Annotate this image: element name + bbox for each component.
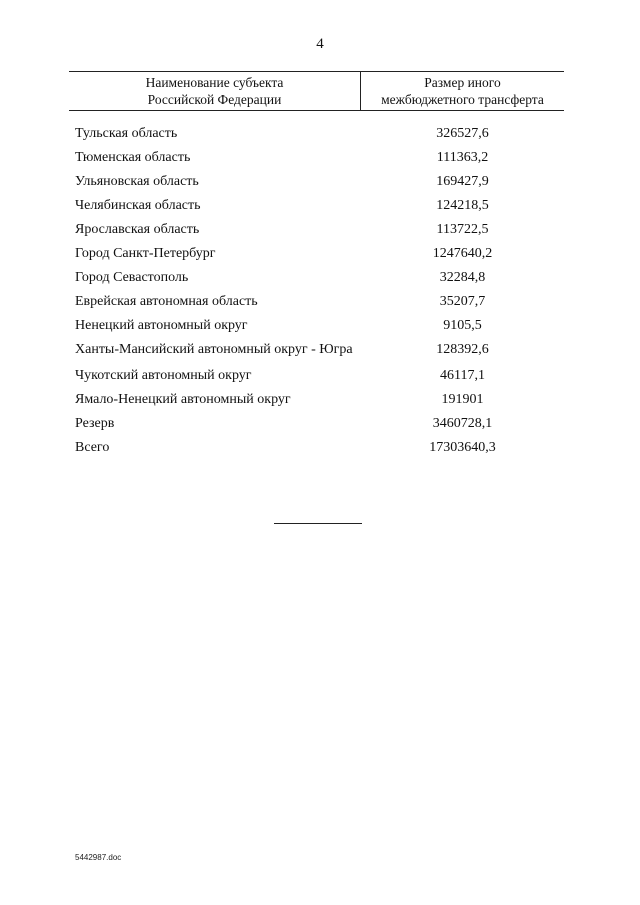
transfer-table xyxy=(69,71,564,463)
end-of-document-line xyxy=(274,523,362,524)
row-transfer-value: 326527,6 xyxy=(436,126,489,141)
row-transfer-value: 113722,5 xyxy=(436,222,489,237)
table-header xyxy=(69,71,564,111)
row-subject-name: Ханты-Мансийский автономный округ - Югра xyxy=(75,342,353,357)
row-transfer-value: 46117,1 xyxy=(440,368,485,383)
row-subject-name: Всего xyxy=(75,440,110,455)
row-subject-name: Еврейская автономная область xyxy=(75,294,258,309)
header-transfer-size-line1: Размер иного xyxy=(424,75,501,90)
row-transfer-value: 128392,6 xyxy=(436,342,489,357)
table-row xyxy=(69,415,564,433)
row-subject-name: Ярославская область xyxy=(75,222,200,237)
row-transfer-value: 17303640,3 xyxy=(429,440,496,455)
row-subject-name: Челябинская область xyxy=(75,198,201,213)
footer-document-code: 5442987.doc xyxy=(75,853,122,862)
table-row xyxy=(69,149,564,167)
table-row xyxy=(69,293,564,311)
row-subject-name: Резерв xyxy=(75,416,115,431)
header-transfer-size xyxy=(361,72,564,110)
table-row xyxy=(69,125,564,143)
table-row xyxy=(69,245,564,263)
table-row xyxy=(69,317,564,335)
header-subject-name xyxy=(69,72,361,110)
row-subject-name: Город Санкт-Петербург xyxy=(75,246,216,261)
row-subject-name: Тюменская область xyxy=(75,150,191,165)
page-number: 4 xyxy=(316,36,324,52)
table-row xyxy=(69,269,564,287)
table-row xyxy=(69,367,564,385)
header-subject-name-line1: Наименование субъекта xyxy=(145,75,284,90)
row-subject-name: Ненецкий автономный округ xyxy=(75,318,248,333)
row-transfer-value: 111363,2 xyxy=(436,150,489,165)
row-transfer-value: 32284,8 xyxy=(439,270,486,285)
row-transfer-value: 169427,9 xyxy=(436,174,489,189)
table-row xyxy=(69,391,564,409)
table-row xyxy=(69,439,564,457)
row-subject-name: Тульская область xyxy=(75,126,178,141)
row-transfer-value: 9105,5 xyxy=(443,318,482,333)
row-transfer-value: 35207,7 xyxy=(439,294,486,309)
row-transfer-value: 1247640,2 xyxy=(432,246,493,261)
table-row xyxy=(69,197,564,215)
header-subject-name-line2: Российской Федерации xyxy=(147,92,282,107)
row-subject-name: Ульяновская область xyxy=(75,174,199,189)
row-transfer-value: 191901 xyxy=(441,392,484,407)
row-transfer-value: 124218,5 xyxy=(436,198,489,213)
row-subject-name: Чукотский автономный округ xyxy=(75,368,252,383)
table-row xyxy=(69,173,564,191)
table-row xyxy=(69,221,564,239)
row-subject-name: Ямало-Ненецкий автономный округ xyxy=(75,392,291,407)
header-transfer-size-line2: межбюджетного трансферта xyxy=(381,92,544,107)
table-row xyxy=(69,341,564,359)
table-body xyxy=(69,125,564,457)
row-transfer-value: 3460728,1 xyxy=(432,416,493,431)
row-subject-name: Город Севастополь xyxy=(75,270,189,285)
